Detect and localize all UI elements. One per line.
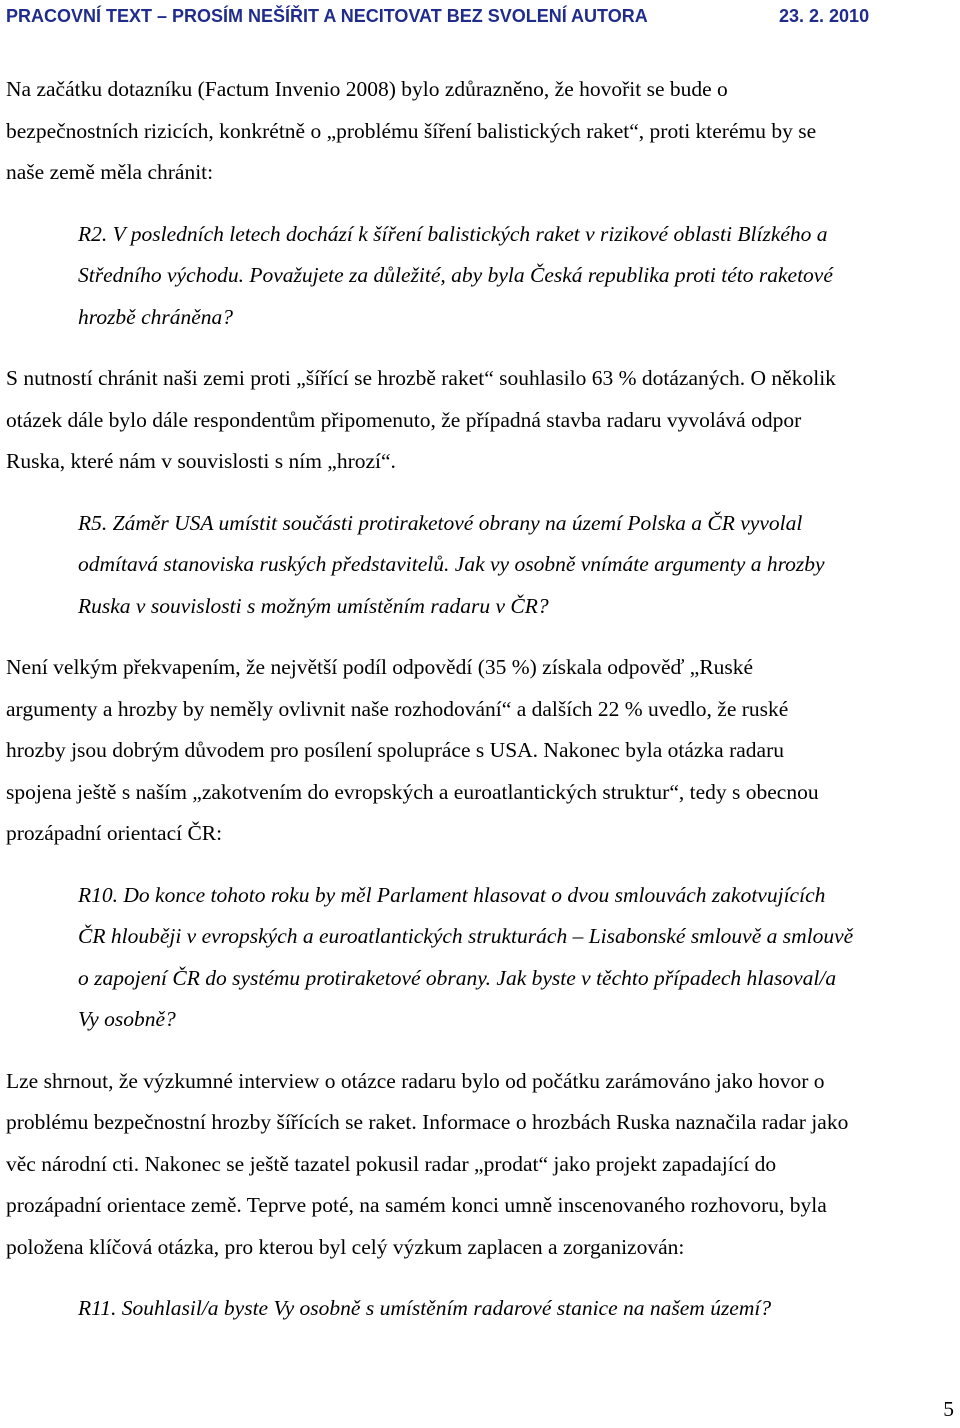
header-date: 23. 2. 2010 [779,6,870,26]
question-line: R10. Do konce tohoto roku by měl Parlament hlasovat o dvou smlouvách zakotvujících [78,883,826,907]
page-number: 5 [943,1397,954,1421]
question-line: Vy osobně? [78,1007,176,1031]
question-line: o zapojení ČR do systému protiraketové obrany. Jak byste v těchto případech hlasoval/a [78,966,837,990]
header-title: PRACOVNÍ TEXT – PROSÍM NEŠÍŘIT A NECITOVAT BEZ SVOLENÍ AUTORA [6,6,648,26]
running-header [6,4,946,28]
paragraph-line: naše země měla chránit: [6,160,214,184]
paragraph-line: otázek dále bylo dále respondentům připomenuto, že případná stavba radaru vyvolává odpor [6,408,802,432]
question-line: Středního východu. Považujete za důležité, aby byla Česká republika proti této raketové [78,263,833,287]
question-line: Ruska v souvislosti s možným umístěním radaru v ČR? [78,594,549,618]
paragraph-line: Ruska, které nám v souvislosti s ním „hrozí“. [6,449,396,473]
question-line: ČR hlouběji v evropských a euroatlantických strukturách – Lisabonské smlouvě a smlouvě [78,924,854,948]
question-line: hrozbě chráněna? [78,305,234,329]
paragraph-line: bezpečnostních rizicích, konkrétně o „problému šíření balistických raket“, proti kterému by se [6,119,817,143]
question-line: R5. Záměr USA umístit součásti protiraketové obrany na území Polska a ČR vyvolal [78,511,803,535]
paragraph-line: věc národní cti. Nakonec se ještě tazatel pokusil radar „prodat“ jako projekt zapadající do [6,1152,777,1176]
paragraph-line: Na začátku dotazníku (Factum Invenio 2008) bylo zdůrazněno, že hovořit se bude o [6,77,728,101]
paragraph-line: argumenty a hrozby by neměly ovlivnit naše rozhodování“ a dalších 22 % uvedlo, že ruské [6,697,789,721]
paragraph-line: Není velkým překvapením, že největší podíl odpovědí (35 %) získala odpověď „Ruské [6,655,754,679]
paragraph-line: problému bezpečnostní hrozby šířících se raket. Informace o hrozbách Ruska naznačila radar jako [6,1110,849,1134]
paragraph-line: Lze shrnout, že výzkumné interview o otázce radaru bylo od počátku zarámováno jako hovor o [6,1069,825,1093]
paragraph-line: prozápadní orientací ČR: [6,821,223,845]
paragraph-line: položena klíčová otázka, pro kterou byl celý výzkum zaplacen a zorganizován: [6,1235,685,1259]
question-line: R11. Souhlasil/a byste Vy osobně s umístěním radarové stanice na našem území? [78,1296,772,1320]
paragraph-line: spojena ještě s naším „zakotvením do evropských a euroatlantických struktur“, tedy s obecnou [6,780,819,804]
question-line: odmítavá stanoviska ruských představitelů. Jak vy osobně vnímáte argumenty a hrozby [78,552,825,576]
paragraph-line: S nutností chránit naši zemi proti „šířící se hrozbě raket“ souhlasilo 63 % dotázaných. O několik [6,366,836,390]
question-line: R2. V posledních letech dochází k šíření balistických raket v rizikové oblasti Blízkého a [78,222,828,246]
paragraph-line: prozápadní orientace země. Teprve poté, na samém konci umně inscenovaného rozhovoru, byla [6,1193,827,1217]
paragraph-line: hrozby jsou dobrým důvodem pro posílení spolupráce s USA. Nakonec byla otázka radaru [6,738,784,762]
